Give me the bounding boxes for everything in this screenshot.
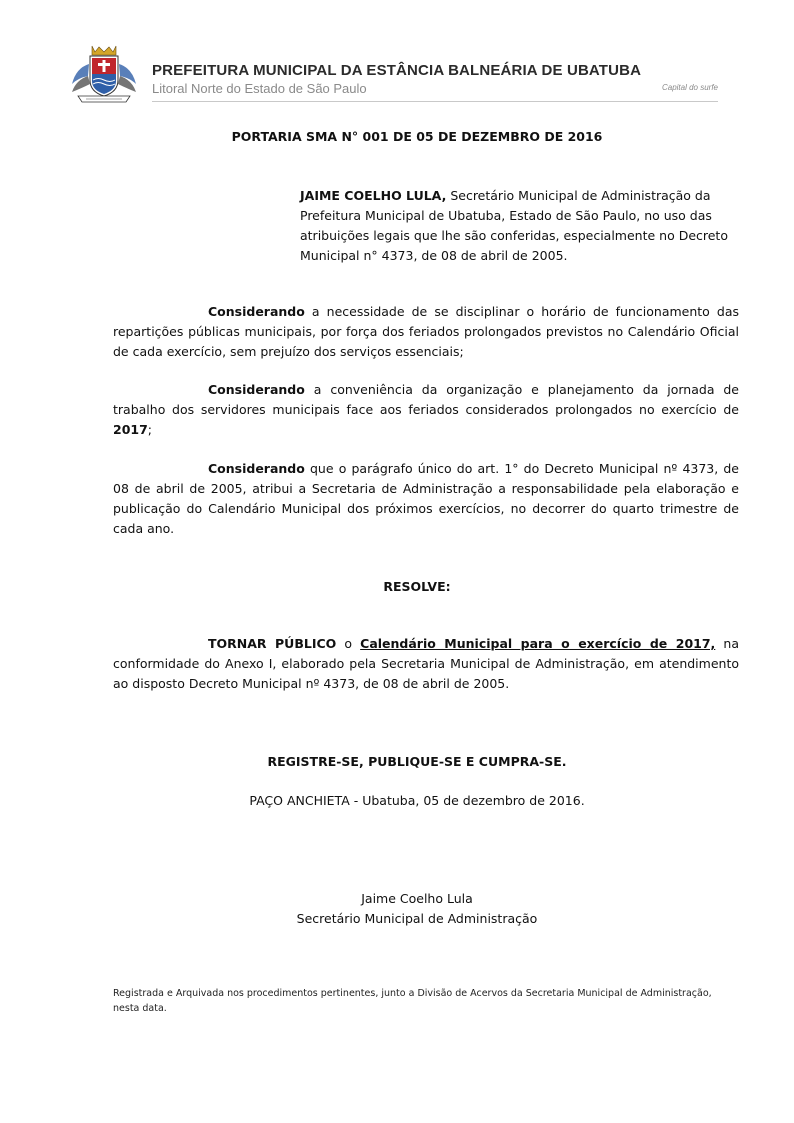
whereas-year-2: 2017 — [113, 422, 148, 437]
municipal-coat-of-arms-icon — [68, 44, 140, 106]
resolution-label: TORNAR PÚBLICO — [208, 636, 337, 651]
whereas-label-2: Considerando — [208, 382, 305, 397]
resolve-heading: RESOLVE: — [383, 579, 451, 594]
document-title: PORTARIA SMA N° 001 DE 05 DE DEZEMBRO DE 2016 — [231, 129, 603, 144]
calendar-reference: Calendário Municipal para o exercício de 2017, — [360, 636, 716, 651]
whereas-text-2: a conveniência da organização e planejamento da jornada de trabalho dos servidores municipais face aos feriados considerados prolongados no exercício de — [113, 382, 739, 417]
whereas-text-1: a necessidade de se disciplinar o horário de funcionamento das repartições públicas municipais, por força dos feriados prolongados previstos no Calendário Oficial de cada exercício, sem prejuízo dos serviços essenciais; — [113, 304, 739, 359]
signer-role: Secretário Municipal de Administração — [296, 911, 538, 926]
organization-name: PREFEITURA MUNICIPAL DA ESTÂNCIA BALNEÁRIA DE UBATUBA — [152, 62, 642, 79]
signer-name: Jaime Coelho Lula — [361, 891, 473, 906]
intro-text: Secretário Municipal de Administração da Prefeitura Municipal de Ubatuba, Estado de São Paulo, no uso das atribuições legais que lhe são conferidas, especialmente no Decreto Municipal n° 4373, de 08 de abril de 2005. — [300, 188, 728, 263]
resolution-paragraph — [113, 634, 739, 694]
header-divider — [152, 101, 718, 102]
organization-subtitle: Litoral Norte do Estado de São Paulo — [152, 81, 367, 96]
resolution-mid: o — [336, 636, 361, 651]
place-date-line: PAÇO ANCHIETA - Ubatuba, 05 de dezembro de 2016. — [249, 793, 585, 808]
intro-paragraph — [300, 186, 730, 266]
whereas-paragraph-3 — [113, 459, 739, 539]
whereas-text-3: que o parágrafo único do art. 1° do Decreto Municipal nº 4373, de 08 de abril de 2005, atribui a Secretaria de Administração a responsabilidade pela elaboração e publicação do Calendário Municipal dos próximos exercícios, no decorrer do quarto trimestre de cada ano. — [113, 461, 739, 536]
archive-footnote: Registrada e Arquivada nos procedimentos pertinentes, junto a Divisão de Acervos da Secretaria Municipal de Administração, nesta data. — [113, 988, 712, 1014]
whereas-paragraph-2 — [113, 380, 739, 440]
whereas-end-2: ; — [147, 422, 153, 437]
whereas-label-3: Considerando — [208, 461, 305, 476]
resolution-text: na conformidade do Anexo I, elaborado pela Secretaria Municipal de Administração, em atendimento ao disposto Decreto Municipal nº 4373, de 08 de abril de 2005. — [113, 636, 739, 691]
register-statement: REGISTRE-SE, PUBLIQUE-SE E CUMPRA-SE. — [267, 754, 567, 769]
letterhead — [68, 44, 728, 108]
slogan: Capital do surfe — [661, 83, 718, 92]
whereas-label-1: Considerando — [208, 304, 305, 319]
whereas-paragraph-1 — [113, 302, 739, 362]
intro-name: JAIME COELHO LULA, — [300, 188, 447, 203]
